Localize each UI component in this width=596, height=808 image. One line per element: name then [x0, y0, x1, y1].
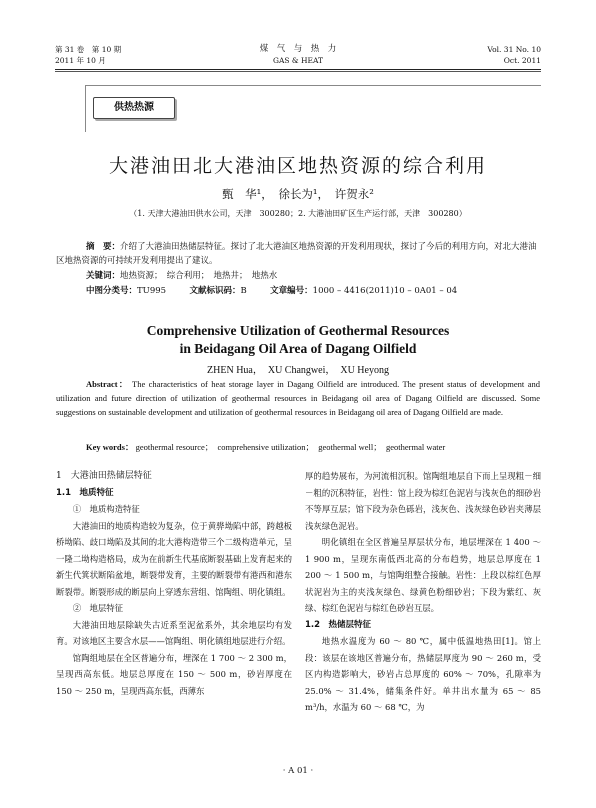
- header-right: [487, 44, 541, 66]
- doc-code-value: B: [240, 286, 247, 296]
- section-1-heading: 1 大港油田热储层特征: [56, 471, 152, 481]
- date-cn: 2011 年 10 月: [55, 56, 106, 65]
- header-rule-thin: [55, 71, 541, 72]
- section-1-2-heading: 1.2 热储层特征: [305, 619, 372, 630]
- page-number: · A 01 ·: [282, 766, 314, 776]
- keywords-cn-text: 地热资源； 综合利用； 地热井； 地热水: [120, 271, 278, 281]
- subsection-strata: ② 地层特征: [72, 603, 124, 613]
- clc-value: TU995: [137, 286, 167, 296]
- keywords-cn-label: 关键词：: [86, 271, 121, 281]
- abstract-cn-text: 介绍了大港油田热储层特征。探讨了北大港油区地热资源的开发利用现状，探讨了今后的利用方向，对北大港油区地热资源的可持续开发利用提出了建议。: [56, 242, 537, 266]
- paragraph: 大港油田的地质构造较为复杂，位于黄骅坳陷中部，跨越板桥坳陷、歧口坳陷及其间的北大港构造带三个二级构造单元，呈一隆二坳构造格局，成为在前新生代基底断裂基础上发育起来的新生代箕状断陷盆地，断裂带发育，主要的断裂带有港西和港东断裂带。断裂形成的断层向上穿透东营组、馆陶组、明化镇组。: [56, 520, 292, 597]
- doc-code-label: 文献标识码：: [189, 286, 241, 296]
- section-1-1-heading: 1.1 地质特征: [56, 487, 114, 498]
- keywords-cn: [86, 269, 536, 283]
- paragraph: 地热水温度为 60 ～ 80 ℃，属中低温地热田[1]。馆上段：该层在该地区普遍分布，热储层厚度为 90 ～ 260 m，受区内构造影响大，砂岩占总厚度的 60% ～ 70%，孔隙率为 25.0% ～ 31.4%，储集条件好。单井出水量为 65 ～ 85 m³/h，水温为 60 ～ 68 ℃，为: [305, 636, 541, 712]
- column-tag: 供热热源: [93, 97, 175, 119]
- keywords-en: [86, 440, 536, 454]
- article-no-label: 文章编号：: [270, 286, 313, 296]
- journal-en: GAS & HEAT: [272, 56, 323, 65]
- title-en-line1: Comprehensive Utilization of Geothermal Resources: [146, 323, 450, 338]
- paragraph: 明化镇组在全区普遍呈厚层状分布，地层埋深在 1 400 ～ 1 900 m，呈现东南低西北高的分布趋势，地层总厚度在 1 200 ～ 1 500 m，与馆陶组整合接触。岩性：上段以棕红色厚状泥岩为主的夹浅灰绿色、绿黄色粉细砂岩；下段为紫红、灰绿、棕红色泥岩与棕红色砂岩互层。: [305, 537, 541, 613]
- body-right-column: [305, 468, 541, 716]
- paragraph: 厚的趋势展布，为河流相沉积。馆陶组地层自下而上呈现粗－细－粗的沉积特征，岩性：馆上段为棕红色泥岩与浅灰色的细砂岩不等厚互层；馆下段为杂色砾岩，浅灰色、浅灰绿色砂岩夹薄层浅灰绿色泥岩。: [305, 471, 541, 531]
- paragraph: 馆陶组地层在全区普遍分布，埋深在 1 700 ～ 2 300 m，呈现西高东低。地层总厚度在 150 ～ 500 m，砂岩厚度在 150 ～ 250 m，呈现西高东低，西薄东: [56, 652, 292, 696]
- volume-en: Vol. 31 No. 10: [487, 45, 541, 54]
- keywords-en-text: geothermal resource； comprehensive utilization； geothermal well； geothermal water: [135, 442, 446, 452]
- abstract-cn: [56, 240, 540, 268]
- title-cn: 大港油田北大港油区地热资源的综合利用: [108, 155, 487, 177]
- header-rule: [55, 69, 541, 70]
- abstract-en: [56, 377, 540, 420]
- article-no-value: 1000 – 4416(2011)10 – 0A01 – 04: [312, 286, 458, 296]
- classification: [86, 284, 536, 298]
- abstract-cn-label: 摘 要：: [86, 242, 121, 252]
- title-en: [0, 322, 596, 358]
- volume-cn: 第 31 卷 第 10 期: [55, 45, 122, 54]
- abstract-en-text: The characteristics of heat storage layer in Dagang Oilfield are introduced. The present status of development and utilization and future direction of utilization of geothermal resources in Beidagang oil area of Dagang Oilfield are discussed. Some suggestions on sustainable development and utilization of geothermal resources in Beidagang oil area of Dagang Oilfield are made.: [56, 379, 540, 418]
- paragraph: 大港油田地层除缺失古近系至泥盆系外，其余地层均有发育。对该地区主要含水层——馆陶组、明化镇组地层进行介绍。: [56, 619, 292, 646]
- affiliation-cn: （1. 天津大港油田供水公司，天津 300280；2. 大港油田矿区生产运行部，天津 300280）: [129, 209, 467, 218]
- authors-en: ZHEN Hua， XU Changwei， XU Heyong: [207, 365, 389, 376]
- authors-cn: 甄 华¹， 徐长为¹， 许贺永²: [222, 187, 374, 201]
- journal-cn: 煤 气 与 热 力: [259, 44, 337, 54]
- body-left-column: [56, 468, 292, 699]
- date-en: Oct. 2011: [503, 56, 541, 65]
- title-en-line2: in Beidagang Oil Area of Dagang Oilfield: [179, 341, 417, 356]
- abstract-en-label: Abstract：: [86, 379, 129, 389]
- subsection-geology: ① 地质构造特征: [72, 504, 140, 514]
- clc-label: 中图分类号：: [86, 286, 138, 296]
- keywords-en-label: Key words：: [86, 442, 134, 452]
